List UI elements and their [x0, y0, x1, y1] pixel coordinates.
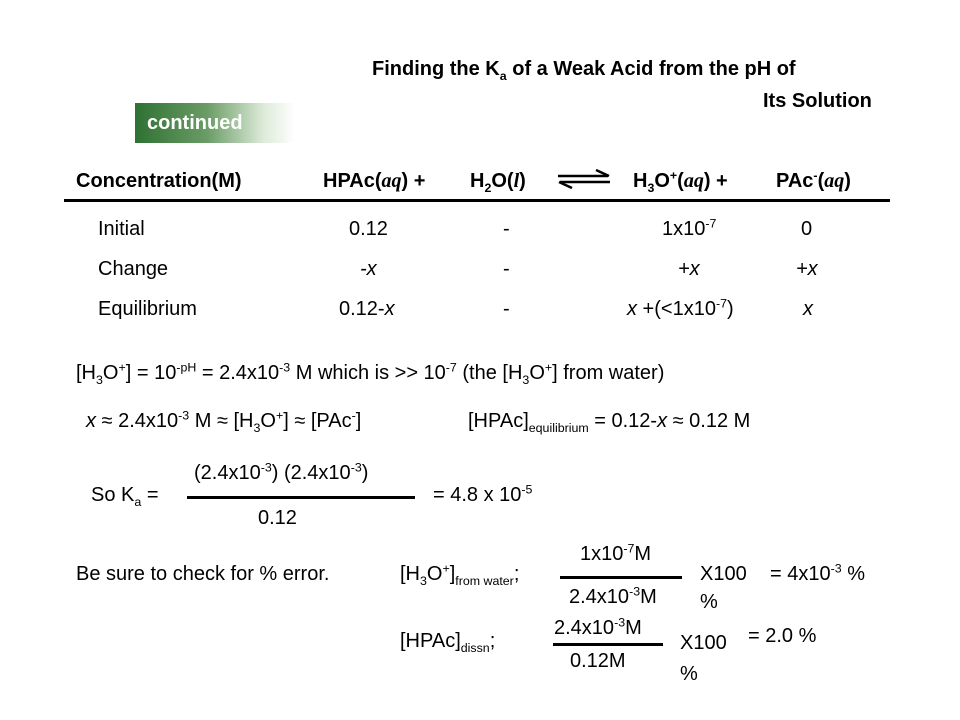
header-h2o: $H_2O(l)$: [470, 170, 526, 195]
error2-percent: %: [680, 663, 698, 685]
row-initial-h3o: $1x10^{-7}$: [662, 216, 717, 240]
check-error-text: Be sure to check for % error.: [76, 563, 330, 585]
x-approximation-line: $x \approx 2.4x10^{-3}$ $M \approx [H_3O^+] \approx [PAc^-]$: [86, 408, 362, 435]
error2-numerator: $2.4x10^{-3}M$: [554, 615, 642, 639]
row-initial-label: Initial: [98, 218, 145, 240]
row-initial-h2o: -: [503, 218, 510, 240]
hpac-equilibrium-line: $[HPAc]_{equilibrium} = 0.12-x \approx 0.12$ M: [468, 410, 751, 435]
error1-result: = $4x10^{-3}$ %: [770, 561, 865, 585]
ka-result: = 4.8 x $10^{-5}$: [433, 482, 533, 506]
header-h3o: $H_3O^+(aq)$ +: [633, 168, 728, 195]
error2-denominator: 0.12M: [570, 650, 626, 672]
row-change-pac: +x: [796, 258, 818, 280]
hpac-dissn-label: $[HPAc]_{dissn}$;: [400, 630, 496, 655]
row-change-h3o: +x: [678, 258, 700, 280]
row-equilibrium-h2o: -: [503, 298, 510, 320]
row-equilibrium-h3o: $x +(<1x10^{-7})$: [627, 296, 734, 320]
continued-badge: continued: [135, 103, 295, 143]
error1-numerator: $1x10^{-7}M$: [580, 541, 652, 565]
error2-fraction-bar: [553, 643, 663, 646]
row-equilibrium-hpac: 0.12-x: [339, 298, 395, 320]
ka-numerator: $(2.4x10^{-3})$ $(2.4x10^{-3})$: [194, 460, 369, 484]
row-initial-pac: 0: [801, 218, 813, 240]
row-change-label: Change: [98, 258, 169, 280]
error2-result: = 2.0 %: [748, 625, 817, 647]
error2-x100: X100: [680, 632, 727, 654]
page-title: Finding the $K_a$ of a Weak Acid from the pH of: [372, 58, 796, 83]
header-rule: [64, 199, 890, 202]
row-equilibrium-pac: x: [803, 298, 813, 320]
error1-denominator: $2.4x10^{-3}M$: [569, 584, 657, 608]
header-hpac: HPAc(aq) +: [323, 170, 426, 192]
error1-x100: X100: [700, 563, 747, 585]
error1-fraction-bar: [560, 576, 682, 579]
page-title-line2: Its Solution: [763, 90, 872, 112]
equilibrium-arrows-icon: [556, 168, 612, 190]
ka-denominator: 0.12: [258, 507, 297, 529]
header-concentration: Concentration(M): [76, 170, 242, 192]
row-change-h2o: -: [503, 258, 510, 280]
row-equilibrium-label: Equilibrium: [98, 298, 197, 320]
row-change-hpac: -x: [360, 258, 377, 280]
header-pac: PAc-(aq): [776, 168, 851, 192]
h3o-from-water-label: $[H_3O^+]_{from water}$;: [400, 561, 520, 588]
row-initial-hpac: 0.12: [349, 218, 388, 240]
error1-percent: %: [700, 591, 718, 613]
ka-fraction-bar: [187, 496, 415, 499]
ka-label: So $K_a$ =: [91, 484, 159, 509]
h3o-concentration-line: $[H_3O^+] = 10^{-pH} = 2.4x10^{-3}$ M which is >> $10^{-7}$ (the $[H_3O^+]$ from water): [76, 360, 665, 387]
